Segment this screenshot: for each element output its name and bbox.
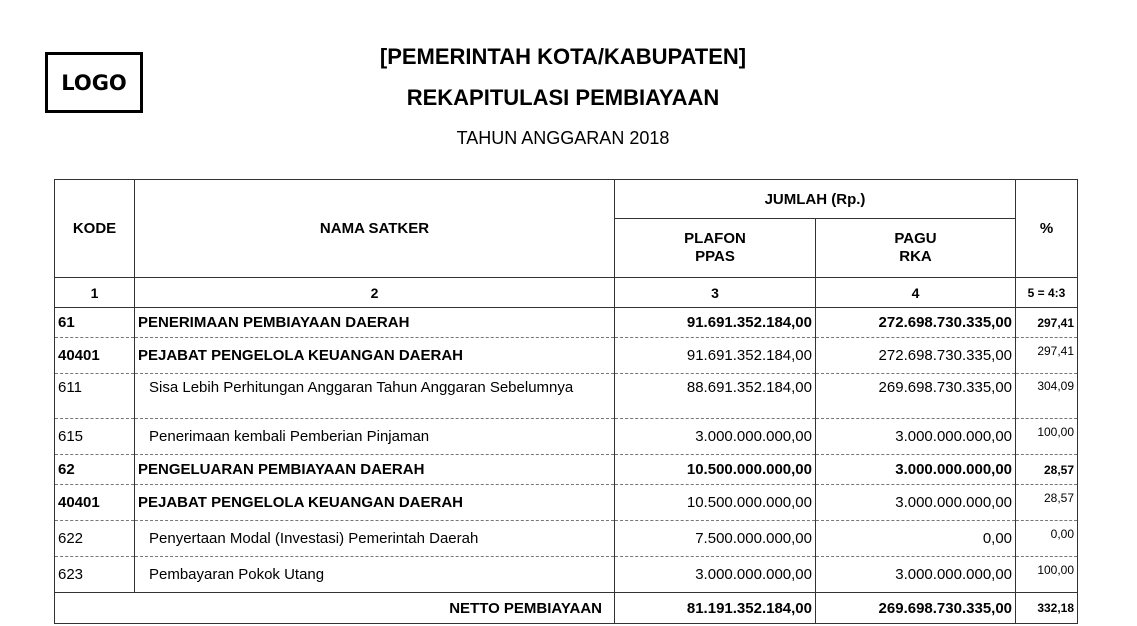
row-plafon: 10.500.000.000,00 (615, 485, 816, 521)
row-pagu: 3.000.000.000,00 (816, 557, 1016, 593)
total-plafon: 81.191.352.184,00 (615, 593, 816, 624)
table-row (55, 455, 1078, 485)
table-row (55, 557, 1078, 593)
row-kode: 623 (55, 557, 135, 593)
total-label: NETTO PEMBIAYAAN (55, 593, 615, 624)
row-nama: PEJABAT PENGELOLA KEUANGAN DAERAH (135, 485, 615, 521)
row-plafon: 7.500.000.000,00 (615, 521, 816, 557)
pagu-line1: PAGU (894, 230, 937, 247)
row-plafon: 88.691.352.184,00 (615, 374, 816, 419)
total-row (55, 593, 1078, 624)
row-pct: 0,00 (1016, 521, 1078, 557)
row-pagu: 3.000.000.000,00 (816, 455, 1016, 485)
fiscal-year: TAHUN ANGGARAN 2018 (456, 128, 670, 148)
row-plafon: 3.000.000.000,00 (615, 419, 816, 455)
col-number-3: 3 (615, 278, 816, 308)
row-pagu: 3.000.000.000,00 (816, 419, 1016, 455)
row-pct: 28,57 (1016, 485, 1078, 521)
row-nama: Penerimaan kembali Pemberian Pinjaman (135, 419, 615, 455)
plafon-line2: PPAS (695, 248, 735, 265)
row-pct: 297,41 (1016, 338, 1078, 374)
row-plafon: 91.691.352.184,00 (615, 338, 816, 374)
col-header-pct: % (1016, 180, 1078, 278)
table-row (55, 419, 1078, 455)
col-header-pagu (816, 219, 1016, 278)
row-kode: 61 (55, 308, 135, 338)
financing-recap-table (54, 179, 1078, 624)
plafon-line1: PLAFON (684, 230, 746, 247)
row-pagu: 269.698.730.335,00 (816, 374, 1016, 419)
government-title: [PEMERINTAH KOTA/KABUPATEN] (379, 44, 747, 69)
col-header-kode: KODE (55, 180, 135, 278)
pagu-line2: RKA (899, 248, 932, 265)
col-number-5: 5 = 4:3 (1016, 278, 1078, 308)
col-header-plafon (615, 219, 816, 278)
table-row (55, 308, 1078, 338)
row-kode: 40401 (55, 338, 135, 374)
row-plafon: 10.500.000.000,00 (615, 455, 816, 485)
col-header-nama: NAMA SATKER (135, 180, 615, 278)
row-plafon: 3.000.000.000,00 (615, 557, 816, 593)
table-row (55, 338, 1078, 374)
row-kode: 40401 (55, 485, 135, 521)
report-title: REKAPITULASI PEMBIAYAAN (406, 85, 720, 110)
col-header-jumlah: JUMLAH (Rp.) (615, 180, 1016, 219)
col-number-1: 1 (55, 278, 135, 308)
row-pagu: 272.698.730.335,00 (816, 338, 1016, 374)
table-row (55, 485, 1078, 521)
row-pct: 297,41 (1016, 308, 1078, 338)
row-nama: Penyertaan Modal (Investasi) Pemerintah Daerah (135, 521, 615, 557)
col-number-2: 2 (135, 278, 615, 308)
total-pct: 332,18 (1016, 593, 1078, 624)
row-pct: 28,57 (1016, 455, 1078, 485)
row-plafon: 91.691.352.184,00 (615, 308, 816, 338)
row-nama: PENGELUARAN PEMBIAYAAN DAERAH (135, 455, 615, 485)
total-pagu: 269.698.730.335,00 (816, 593, 1016, 624)
row-pagu: 272.698.730.335,00 (816, 308, 1016, 338)
row-kode: 62 (55, 455, 135, 485)
row-kode: 611 (55, 374, 135, 419)
row-nama: Sisa Lebih Perhitungan Anggaran Tahun Anggaran Sebelumnya (135, 374, 615, 419)
row-nama: Pembayaran Pokok Utang (135, 557, 615, 593)
table-row (55, 521, 1078, 557)
logo-label: LOGO (61, 70, 127, 95)
row-nama: PENERIMAAN PEMBIAYAAN DAERAH (135, 308, 615, 338)
row-nama: PEJABAT PENGELOLA KEUANGAN DAERAH (135, 338, 615, 374)
col-number-4: 4 (816, 278, 1016, 308)
row-pct: 100,00 (1016, 557, 1078, 593)
row-pct: 304,09 (1016, 374, 1078, 419)
row-pct: 100,00 (1016, 419, 1078, 455)
row-kode: 615 (55, 419, 135, 455)
row-pagu: 0,00 (816, 521, 1016, 557)
table-row (55, 374, 1078, 419)
row-pagu: 3.000.000.000,00 (816, 485, 1016, 521)
row-kode: 622 (55, 521, 135, 557)
